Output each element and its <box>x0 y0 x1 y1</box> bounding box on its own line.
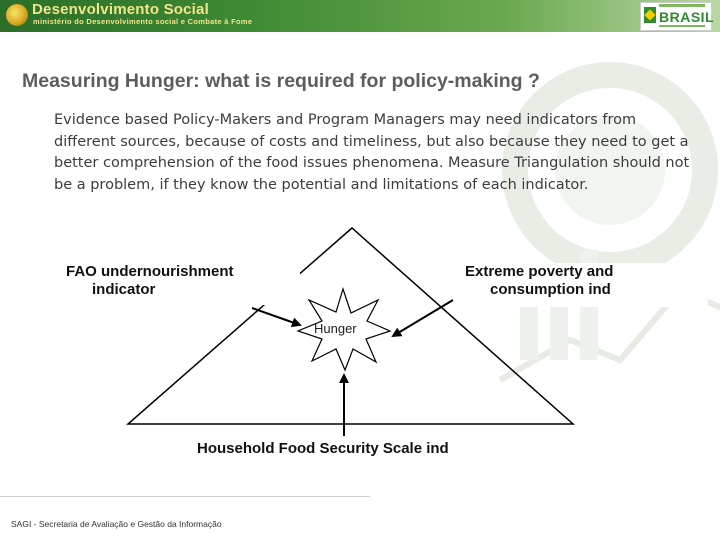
fao-label-line1: FAO undernourishment <box>66 263 234 280</box>
slide-body-text: Evidence based Policy-Makers and Program Managers may need indicators from different sources, because of costs and timeliness, but also because they need to get a better comprehension of the food issues phenomena. Measure Triangulation should not be a problem, if they know the potential and limitations of each indicator. <box>54 112 690 193</box>
slide-title: Measuring Hunger: what is required for policy-making ? <box>22 70 540 92</box>
brasil-logo-text: BRASIL <box>659 9 715 25</box>
fao-label-line2: indicator <box>92 281 156 298</box>
poverty-label-line2: consumption ind <box>490 281 611 298</box>
fao-arrow <box>252 308 300 325</box>
header-subtitle: ministério do Desenvolvimento social e Combate à Fome <box>33 17 253 26</box>
footer-text: SAGI - Secretaria de Avaliação e Gestão da Informação <box>11 519 222 529</box>
fao-indicator-label <box>60 263 300 305</box>
poverty-label-line1: Extreme poverty and <box>465 263 614 280</box>
header-title: Desenvolvimento Social <box>32 1 209 18</box>
poverty-arrow <box>393 300 453 336</box>
poverty-indicator-label <box>460 263 708 307</box>
footer-divider <box>0 496 370 497</box>
hunger-center-label: Hunger <box>314 321 357 336</box>
hfss-indicator-label: Household Food Security Scale ind <box>192 436 539 462</box>
